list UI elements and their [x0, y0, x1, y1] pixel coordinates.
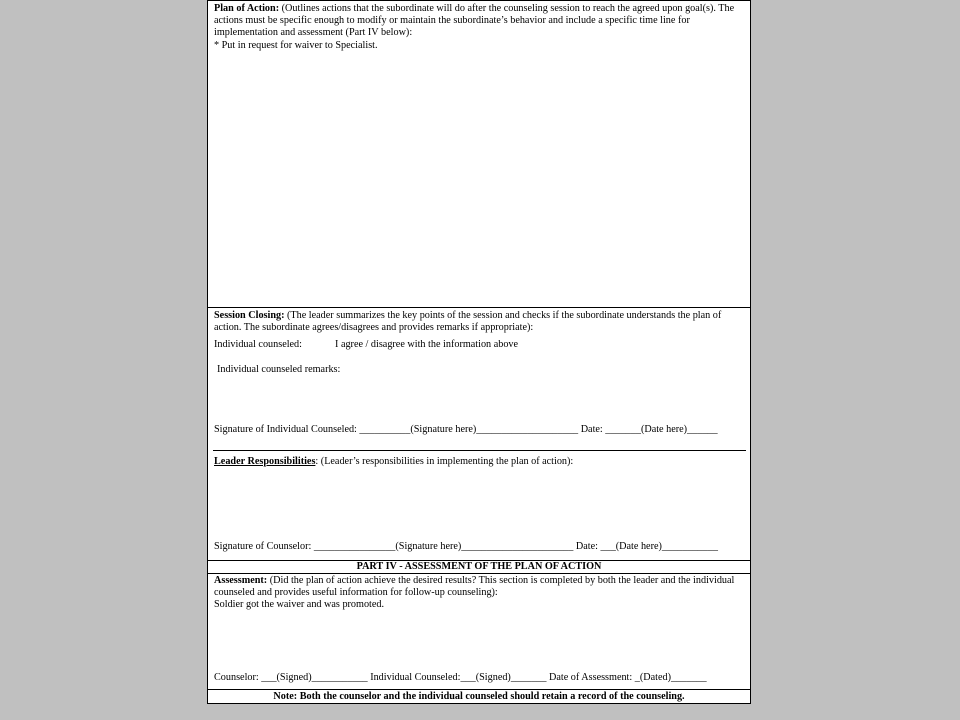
plan-of-action-entry: * Put in request for waiver to Specialist. — [214, 40, 378, 51]
counseling-form-page — [207, 0, 751, 704]
divider — [208, 573, 750, 574]
leader-responsibilities-heading: Leader Responsibilities — [214, 456, 316, 467]
signature-underline — [213, 450, 746, 451]
part-iv-title: PART IV - ASSESSMENT OF THE PLAN OF ACTION — [356, 561, 602, 572]
assessment-text — [214, 575, 744, 599]
session-closing-text — [214, 310, 744, 334]
individual-signature-line[interactable]: Signature of Individual Counseled: __________(Signature here)____________________ Date: _______(Date here)______ — [214, 424, 718, 435]
assessment-heading: Assessment: — [214, 575, 268, 586]
session-closing-intro: (The leader summarizes the key points of the session and checks if the subordinate understands the plan of action. The subordinate agrees/disagrees and provides remarks if appropriate): — [214, 310, 722, 333]
leader-responsibilities-intro: : (Leader’s responsibilities in implementing the plan of action): — [315, 456, 574, 467]
session-closing-heading: Session Closing: — [214, 310, 285, 321]
plan-of-action-heading: Plan of Action: — [214, 3, 280, 14]
remarks-label: Individual counseled remarks: — [217, 364, 341, 375]
individual-counseled-label: Individual counseled: — [214, 339, 302, 350]
agree-disagree-text[interactable]: I agree / disagree with the information above — [335, 339, 519, 350]
plan-of-action-text — [214, 3, 744, 39]
divider — [208, 689, 750, 690]
counselor-signature-line[interactable]: Signature of Counselor: ________________(Signature here)______________________ Date: ___(Date here)___________ — [214, 541, 718, 552]
assessment-sign-line[interactable]: Counselor: ___(Signed)___________ Individual Counseled:___(Signed)_______ Date of Assessment: _(Dated)_______ — [214, 672, 707, 683]
assessment-entry: Soldier got the waiver and was promoted. — [214, 599, 385, 610]
assessment-intro: (Did the plan of action achieve the desired results? This section is completed by both the leader and the individual counseled and provides useful information for follow-up counseling): — [214, 575, 735, 598]
retain-record-note: Note: Both the counselor and the individual counseled should retain a record of the counseling. — [273, 691, 685, 702]
divider — [208, 307, 750, 308]
plan-of-action-intro: (Outlines actions that the subordinate will do after the counseling session to reach the agreed upon goal(s). The actions must be specific enough to modify or maintain the subordinate’s behavior and include a specific time line for implementation and assessment (Part IV below): — [214, 3, 735, 38]
leader-responsibilities-text — [214, 456, 744, 468]
